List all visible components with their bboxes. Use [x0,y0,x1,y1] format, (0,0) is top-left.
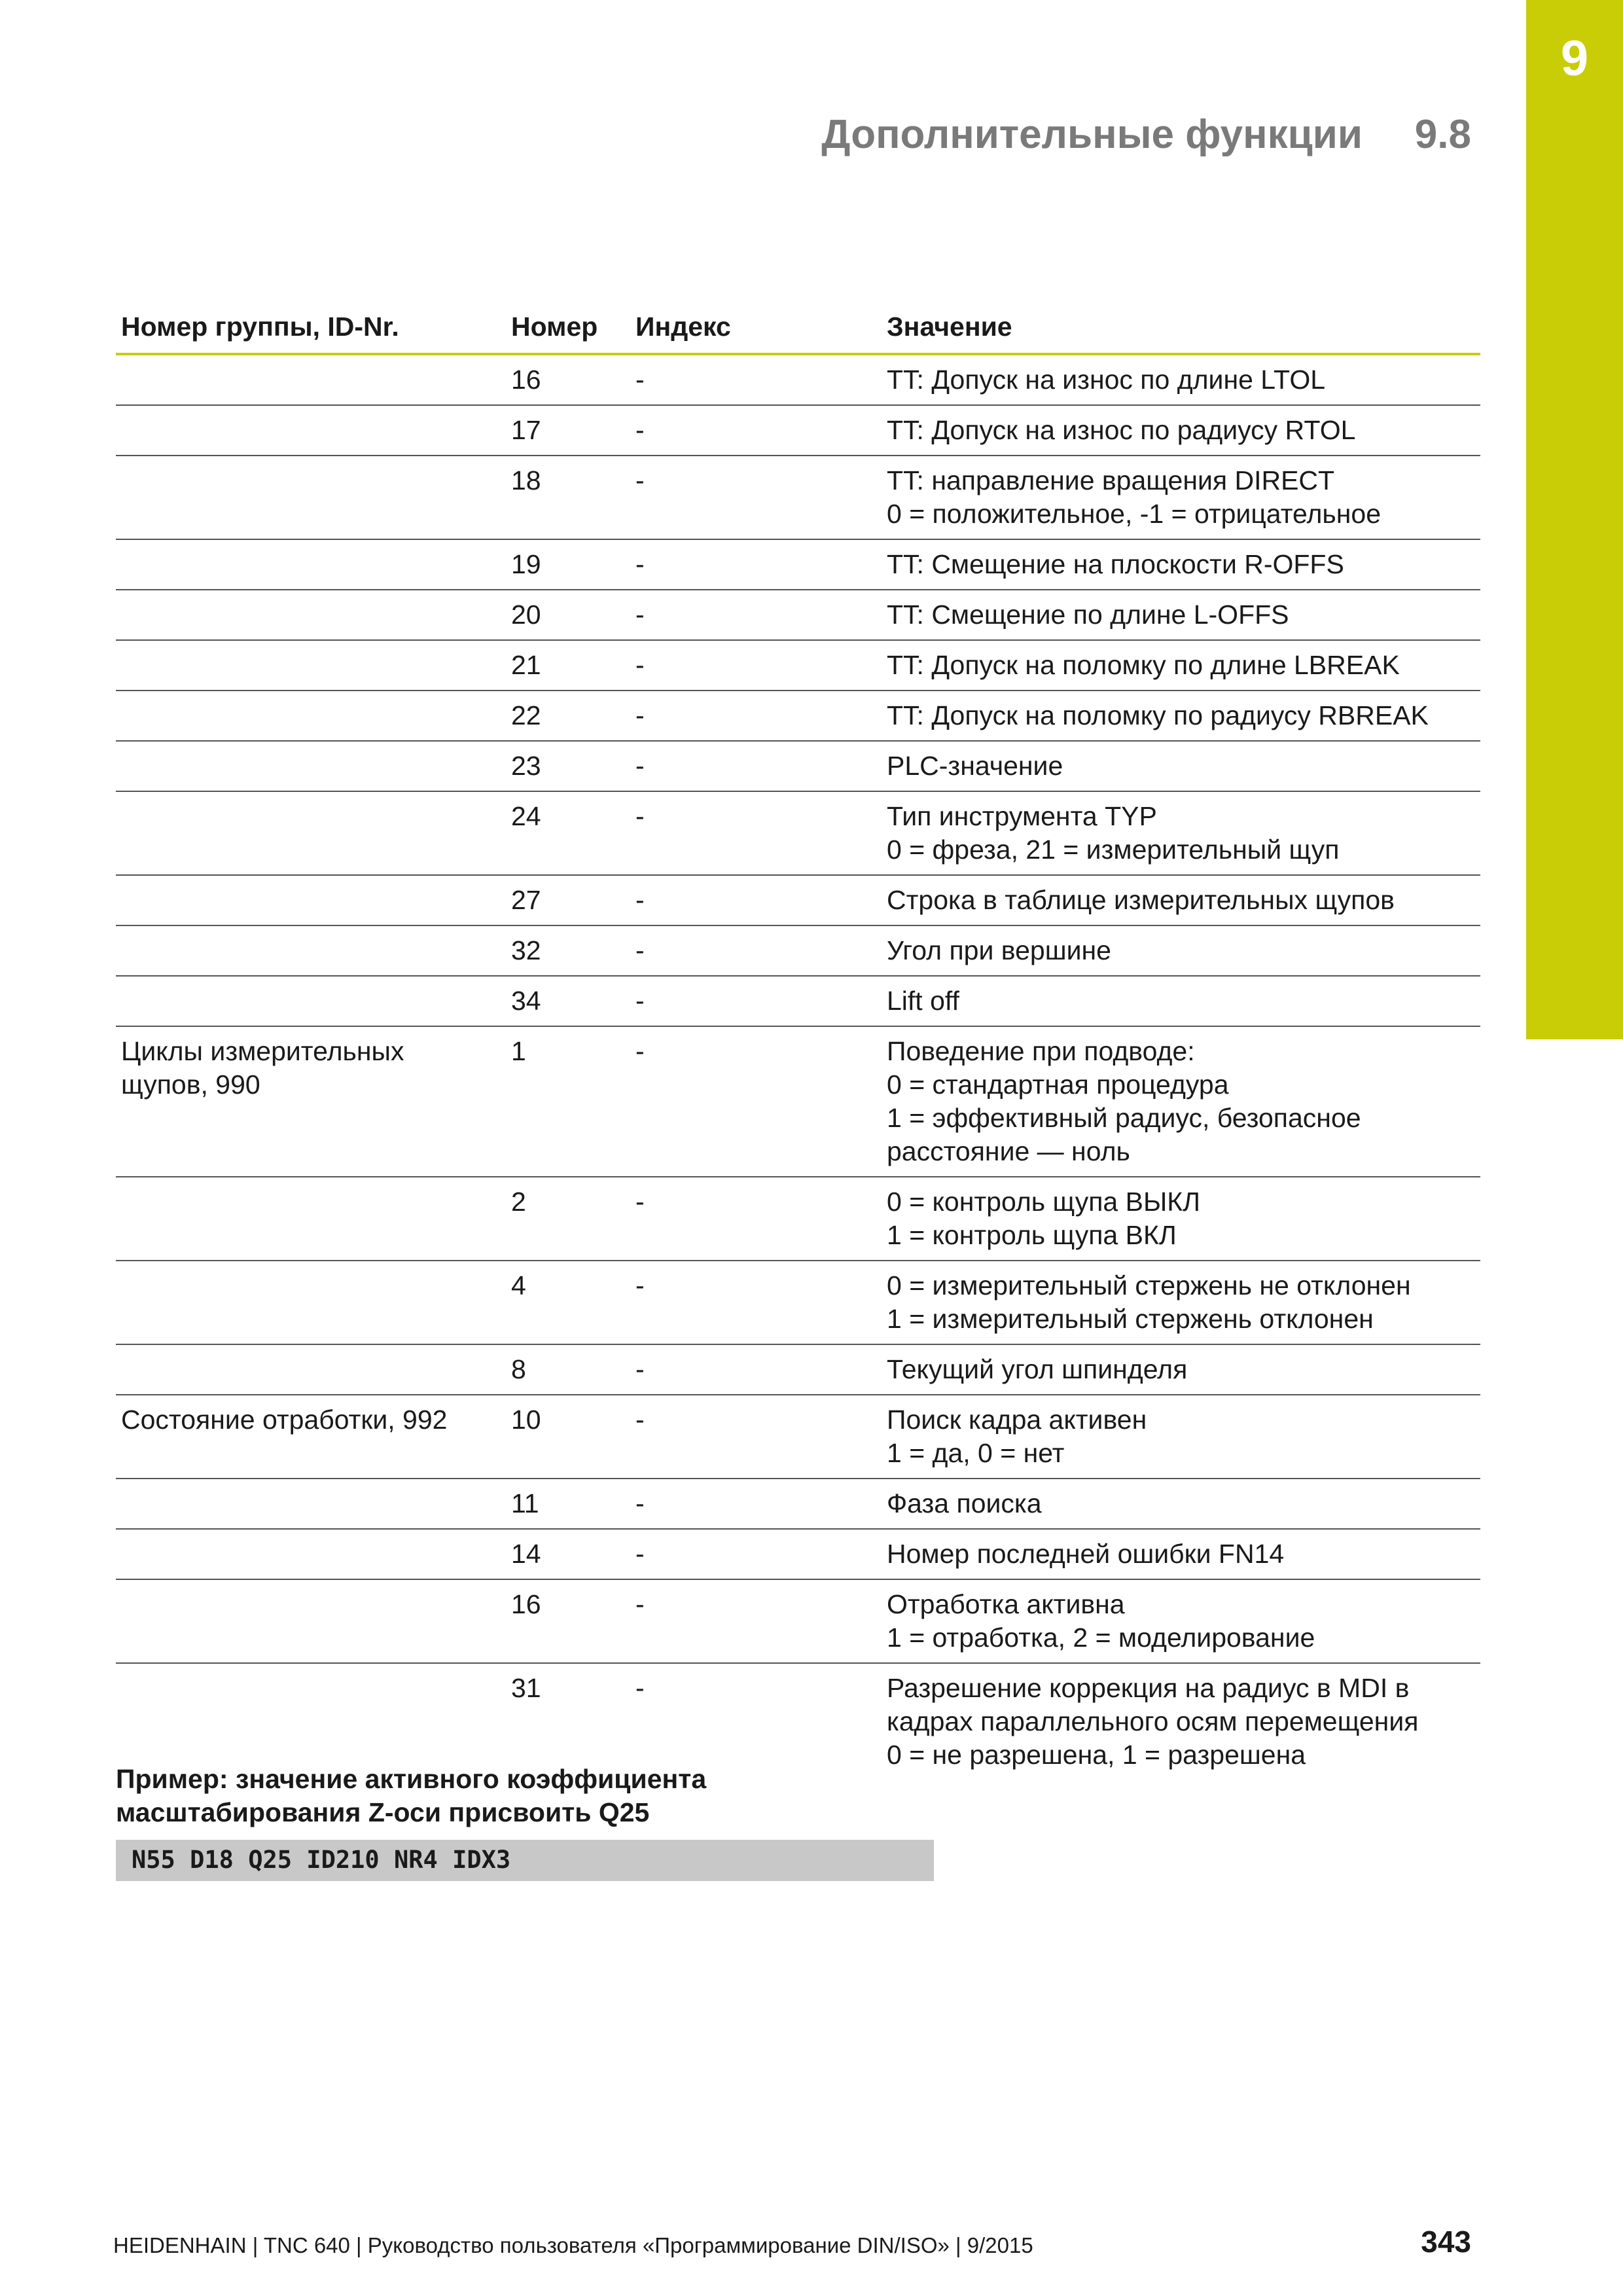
cell-group [116,590,506,640]
cell-value [882,691,1480,741]
chapter-number: 9 [1560,31,1589,86]
page-number: 343 [1421,2225,1471,2259]
cell-number: 11 [506,1479,630,1529]
footer-text: HEIDENHAIN | TNC 640 | Руководство пользователя «Программирование DIN/ISO» | 9/2015 [113,2233,1033,2257]
cell-value [882,741,1480,791]
cell-value-line: кадрах параллельного осям перемещения [887,1706,1419,1736]
table-row [116,925,1480,976]
cell-index: - [635,1673,645,1703]
cell-value-line: TT: направление вращения DIRECT [887,465,1335,495]
cell-value-line: TT: Смещение на плоскости R-OFFS [887,549,1344,579]
table-row [116,1344,1480,1395]
cell-value [882,1344,1480,1395]
cell-number: 8 [506,1344,630,1395]
table-row [116,1395,1480,1479]
table-row [116,1579,1480,1663]
cell-value-line: 1 = измерительный стержень отклонен [887,1304,1374,1334]
table-row [116,1261,1480,1344]
cell-value [882,791,1480,875]
cell-group-line: Циклы измерительных [121,1036,404,1066]
cell-group [116,1395,506,1479]
cell-index: - [630,1395,882,1479]
cell-number: 34 [506,976,630,1026]
cell-number: 32 [506,925,630,976]
cell-index: - [630,976,882,1026]
cell-group [116,976,506,1026]
cell-number: 23 [506,741,630,791]
cell-value-line: PLC-значение [887,751,1063,781]
cell-group-line: Состояние отработки, 992 [121,1405,448,1435]
cell-value [882,456,1480,539]
code-example-box [116,1840,934,1881]
cell-number: 22 [506,691,630,741]
cell-value-line: 0 = измерительный стержень не отклонен [887,1270,1411,1300]
cell-value [882,640,1480,691]
cell-value-line: Отработка активна [887,1589,1125,1619]
cell-index: - [630,640,882,691]
column-header-number: Номер [506,304,630,354]
cell-index: - [630,590,882,640]
cell-value-line: Разрешение коррекция на радиус в MDI в [887,1673,1410,1703]
cell-group [116,1529,506,1579]
table-row [116,590,1480,640]
cell-value [882,1579,1480,1663]
cell-value-line: 0 = стандартная процедура [887,1069,1229,1100]
cell-value [882,1479,1480,1529]
page-header-title: Дополнительные функции [821,112,1363,157]
table-row [116,875,1480,925]
cell-value-line: TT: Смещение по длине L-OFFS [887,600,1289,630]
cell-index: - [630,925,882,976]
table-row [116,1479,1480,1529]
cell-index: - [630,1177,882,1261]
cell-value [882,875,1480,925]
cell-value-line: Текущий угол шпинделя [887,1354,1188,1384]
cell-number: 19 [506,539,630,590]
table-row [116,354,1480,405]
code-example-text: N55 D18 Q25 ID210 NR4 IDX3 [132,1846,511,1874]
cell-value [882,539,1480,590]
cell-value-line: 1 = эффективный радиус, безопасное [887,1103,1361,1133]
cell-index: - [630,539,882,590]
cell-group [116,1579,506,1663]
cell-number: 24 [506,791,630,875]
cell-number: 20 [506,590,630,640]
cell-number: 1 [506,1026,630,1177]
column-header-group: Номер группы, ID-Nr. [116,304,506,354]
cell-value [882,976,1480,1026]
column-header-value: Значение [882,304,1480,354]
cell-index: - [630,1529,882,1579]
cell-index: - [630,875,882,925]
table-row [116,1177,1480,1261]
cell-index: - [630,1579,882,1663]
table-row [116,976,1480,1026]
table-row [116,741,1480,791]
cell-index: - [630,1479,882,1529]
cell-group [116,354,506,405]
cell-number: 2 [506,1177,630,1261]
cell-group [116,1026,506,1177]
cell-value-line: Lift off [887,986,959,1016]
cell-group [116,1261,506,1344]
cell-value-line: Номер последней ошибки FN14 [887,1539,1285,1569]
cell-value [882,1529,1480,1579]
cell-group [116,1479,506,1529]
cell-index: - [630,691,882,741]
cell-value-line: TT: Допуск на поломку по радиусу RBREAK [887,700,1429,730]
table-row [116,640,1480,691]
page-header-section: 9.8 [1414,112,1471,157]
chapter-tab [1526,0,1623,1039]
cell-value-line: 0 = контроль щупа ВЫКЛ [887,1187,1201,1217]
cell-number: 10 [506,1395,630,1479]
cell-index: - [630,456,882,539]
cell-value-line: TT: Допуск на поломку по длине LBREAK [887,650,1400,680]
cell-group-line: щупов, 990 [121,1069,260,1100]
cell-value [882,405,1480,456]
cell-group [116,405,506,456]
cell-group [116,741,506,791]
cell-value [882,1026,1480,1177]
cell-index: - [630,405,882,456]
table-row [116,1026,1480,1177]
cell-group [116,1177,506,1261]
cell-value-line: 0 = положительное, -1 = отрицательное [887,499,1381,529]
cell-index: - [630,791,882,875]
cell-value-line: Тип инструмента TYP [887,801,1157,831]
cell-value-line: 1 = да, 0 = нет [887,1438,1065,1468]
example-title-line: масштабирования Z-оси присвоить Q25 [116,1797,650,1827]
cell-value-line: 0 = фреза, 21 = измерительный щуп [887,834,1340,865]
cell-group [116,456,506,539]
cell-group [116,925,506,976]
cell-value-line: 1 = контроль щупа ВКЛ [887,1220,1177,1250]
cell-group [116,640,506,691]
cell-group [116,539,506,590]
cell-value [882,1177,1480,1261]
cell-value-line: 1 = отработка, 2 = моделирование [887,1623,1315,1653]
cell-value-line: Фаза поиска [887,1488,1042,1518]
column-header-index: Индекс [630,304,882,354]
table-row [116,1529,1480,1579]
cell-group [116,1344,506,1395]
cell-number: 4 [506,1261,630,1344]
cell-number: 16 [506,354,630,405]
cell-index: - [630,1344,882,1395]
table-header-row [116,304,1480,354]
table-row [116,539,1480,590]
table-row [116,791,1480,875]
cell-value-line: TT: Допуск на износ по длине LTOL [887,365,1326,395]
cell-value [882,1395,1480,1479]
cell-value [882,925,1480,976]
cell-number: 21 [506,640,630,691]
cell-value-line: Строка в таблице измерительных щупов [887,885,1395,915]
cell-value-line: Поиск кадра активен [887,1405,1147,1435]
cell-index: - [630,741,882,791]
function-table [116,304,1480,1780]
cell-value [882,1663,1480,1780]
example-title [116,1763,901,1829]
cell-group [116,875,506,925]
cell-value-line: Угол при вершине [887,935,1111,965]
cell-index: - [630,354,882,405]
table-row [116,691,1480,741]
cell-value [882,590,1480,640]
cell-number: 17 [506,405,630,456]
cell-number: 27 [506,875,630,925]
cell-value [882,354,1480,405]
cell-value-line: расстояние — ноль [887,1136,1130,1166]
table-row [116,456,1480,539]
cell-number: 16 [506,1579,630,1663]
cell-number: 31 [511,1673,541,1703]
table-body [116,354,1480,1780]
cell-index: - [630,1261,882,1344]
cell-value-line: Поведение при подводе: [887,1036,1195,1066]
cell-value-line: TT: Допуск на износ по радиусу RTOL [887,415,1356,445]
cell-number: 18 [506,456,630,539]
cell-index: - [630,1026,882,1177]
table-row [116,405,1480,456]
cell-value [882,1261,1480,1344]
cell-value-line: 0 = не разрешена, 1 = разрешена [887,1740,1306,1770]
example-title-line: Пример: значение активного коэффициента [116,1764,707,1794]
cell-group [116,791,506,875]
cell-group [116,691,506,741]
cell-number: 14 [506,1529,630,1579]
